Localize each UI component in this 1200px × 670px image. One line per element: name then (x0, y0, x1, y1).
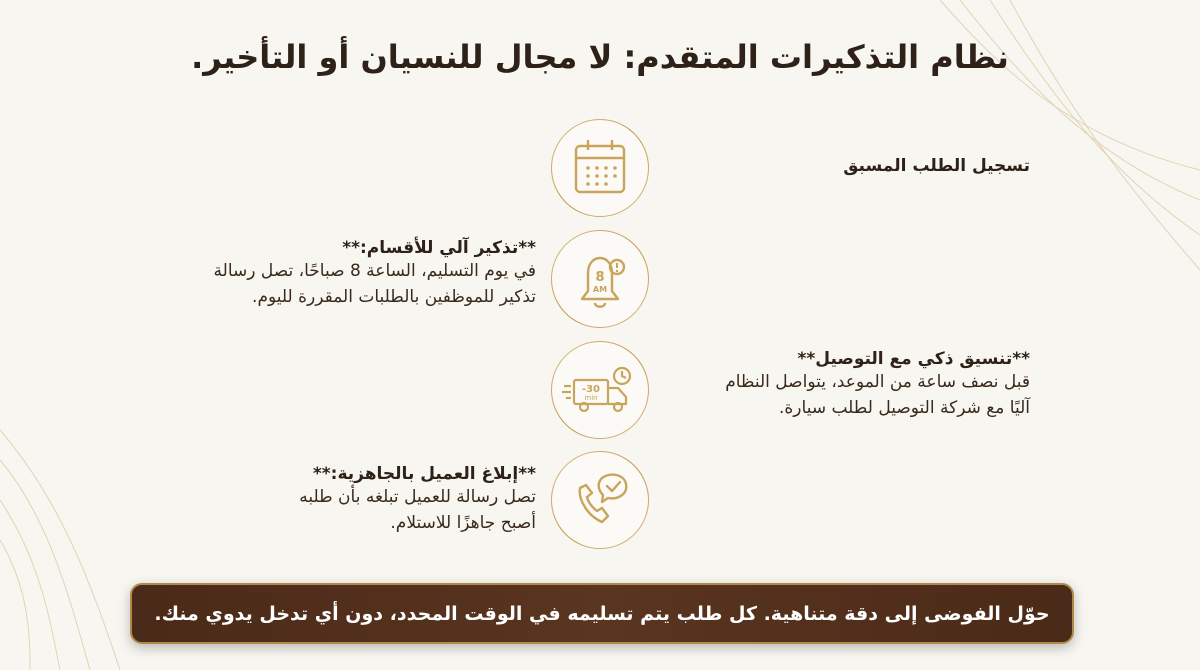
step-4-text (160, 464, 536, 536)
step-3-circle (552, 342, 648, 438)
step-1-heading: تسجيل الطلب المسبق (843, 156, 1030, 176)
phone-check-icon (552, 452, 648, 548)
step-4-circle (552, 452, 648, 548)
step-4-line-2: أصبح جاهزًا للاستلام. (390, 513, 536, 533)
step-3-line-1: قبل نصف ساعة من الموعد، يتواصل النظام (725, 372, 1030, 392)
alarm-ampm-text: AM (592, 285, 608, 294)
step-2-line-2: تذكير للموظفين بالطلبات المقررة لليوم. (252, 287, 536, 307)
step-1-circle (552, 120, 648, 216)
step-2-text (160, 238, 536, 310)
truck-minutes-text: -30 (581, 384, 601, 395)
delivery-truck-icon (552, 342, 648, 438)
step-3-heading: **تنسيق ذكي مع التوصيل** (797, 349, 1030, 369)
step-3-text (670, 349, 1030, 421)
summary-banner-text: حوّل الفوضى إلى دقة متناهية. كل طلب يتم تسليمه في الوقت المحدد، دون أي تدخل يدوي منك. (154, 602, 1050, 625)
step-4-line-1: تصل رسالة للعميل تبلغه بأن طلبه (299, 487, 536, 507)
alarm-hour-text: 8 (595, 270, 605, 285)
step-2-line-1: في يوم التسليم، الساعة 8 صباحًا، تصل رسالة (213, 261, 536, 281)
step-4-heading: **إبلاغ العميل بالجاهزية:** (312, 464, 536, 484)
calendar-icon (552, 120, 648, 216)
alarm-bell-icon (552, 231, 648, 327)
step-2-heading: **تذكير آلي للأقسام:** (342, 238, 536, 258)
truck-min-label: min (584, 394, 598, 402)
step-2-circle (552, 231, 648, 327)
step-3-line-2: آليًا مع شركة التوصيل لطلب سيارة. (779, 398, 1030, 418)
summary-banner (130, 583, 1074, 644)
step-1-text (670, 156, 1030, 176)
page-title: نظام التذكيرات المتقدم: لا مجال للنسيان أو التأخير. (191, 38, 1009, 76)
